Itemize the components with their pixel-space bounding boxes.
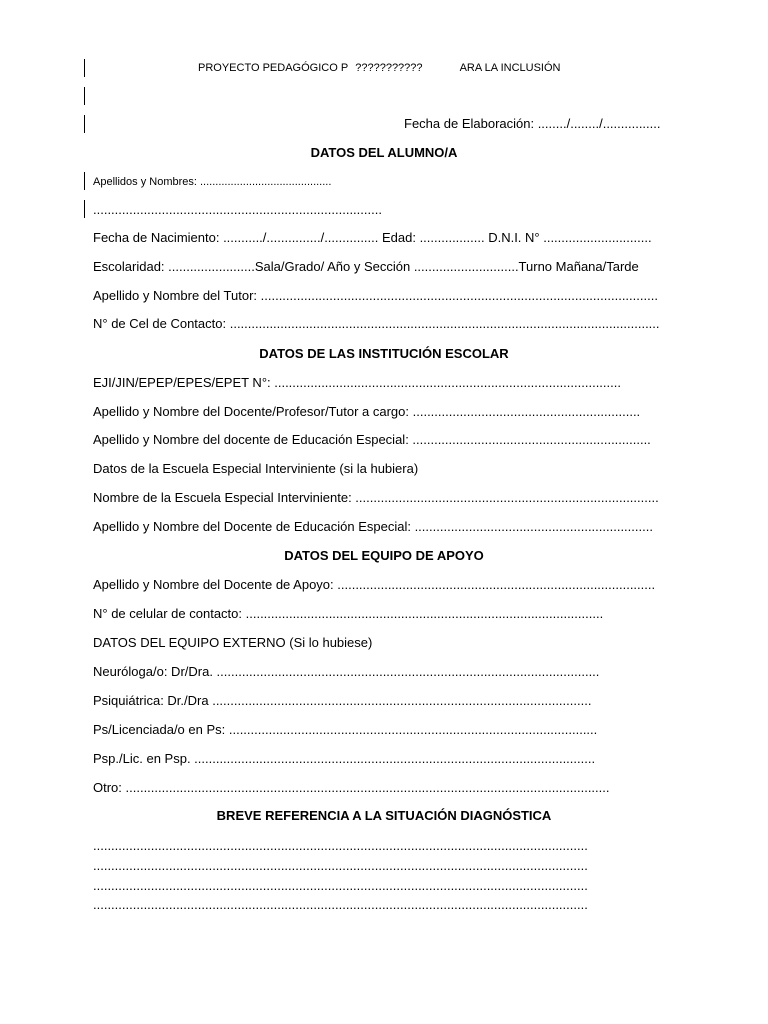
section-heading-institucion: DATOS DE LAS INSTITUCIÓN ESCOLAR: [259, 346, 509, 361]
otro-field: Otro: ......................................................................................................................................: [93, 780, 610, 795]
ps-licenciada-field: Ps/Licenciada/o en Ps: ......................................................................................................: [93, 722, 598, 737]
psp-field: Psp./Lic. en Psp. ...............................................................................................................: [93, 751, 596, 766]
docente-cargo-field: Apellido y Nombre del Docente/Profesor/Tutor a cargo: ...............................................................: [93, 404, 641, 419]
revision-bar: [84, 87, 85, 105]
docente-apoyo-field: Apellido y Nombre del Docente de Apoyo: ........................................................................................: [93, 577, 656, 592]
revision-bar: [84, 115, 85, 133]
equipo-externo-label: DATOS DEL EQUIPO EXTERNO (Si lo hubiese): [93, 635, 373, 650]
revision-bar: [84, 200, 85, 218]
diagnostico-line: .........................................................................................................................................: [93, 858, 588, 873]
escuela-especial-nombre-field: Nombre de la Escuela Especial Interviniente: ....................................................................................: [93, 490, 659, 505]
neurologa-field: Neuróloga/o: Dr/Dra. ..........................................................................................................: [93, 664, 600, 679]
section-heading-apoyo: DATOS DEL EQUIPO DE APOYO: [284, 548, 484, 563]
escolaridad-field: Escolaridad: ........................Sala/Grado/ Año y Sección .............................Turno Mañana/Tarde: [93, 259, 639, 274]
title-right: ARA LA INCLUSIÓN: [459, 62, 561, 74]
celular-contacto-field: N° de celular de contacto: ...................................................................................................: [93, 606, 604, 621]
docente-especial-field: Apellido y Nombre del docente de Educación Especial: ..................................................................: [93, 432, 651, 447]
diagnostico-line: .........................................................................................................................................: [93, 878, 588, 893]
section-heading-diagnostico: BREVE REFERENCIA A LA SITUACIÓN DIAGNÓSTICA: [216, 808, 552, 823]
eji-field: EJI/JIN/EPEP/EPES/EPET N°: ................................................................................................: [93, 375, 621, 390]
document-title: [198, 60, 560, 76]
fecha-nacimiento-field: Fecha de Nacimiento: .........../.............../............... Edad: .................. D.N.I. N° ..............................: [93, 230, 652, 245]
tutor-field: Apellido y Nombre del Tutor: ..............................................................................................................: [93, 288, 658, 303]
cel-contacto-field: N° de Cel de Contacto: .......................................................................................................................: [93, 316, 660, 331]
apellidos-nombres-field: Apellidos y Nombres: ...........................................: [93, 176, 332, 188]
dots-line: ................................................................................: [93, 202, 382, 217]
docente-especial-2-field: Apellido y Nombre del Docente de Educación Especial: ..................................................................: [93, 519, 653, 534]
psiquiatrica-field: Psiquiátrica: Dr./Dra .........................................................................................................: [93, 693, 592, 708]
title-mid: ???????????: [355, 62, 423, 74]
fecha-elaboracion: Fecha de Elaboración: ......../......../................: [404, 116, 661, 131]
revision-bar: [84, 172, 85, 190]
section-heading-alumno: DATOS DEL ALUMNO/A: [310, 145, 458, 160]
escuela-especial-datos: Datos de la Escuela Especial Interviniente (si la hubiera): [93, 461, 419, 476]
diagnostico-line: .........................................................................................................................................: [93, 897, 588, 912]
title-left: PROYECTO PEDAGÓGICO P: [198, 62, 349, 74]
diagnostico-line: .........................................................................................................................................: [93, 838, 588, 853]
revision-bar: [84, 59, 85, 77]
